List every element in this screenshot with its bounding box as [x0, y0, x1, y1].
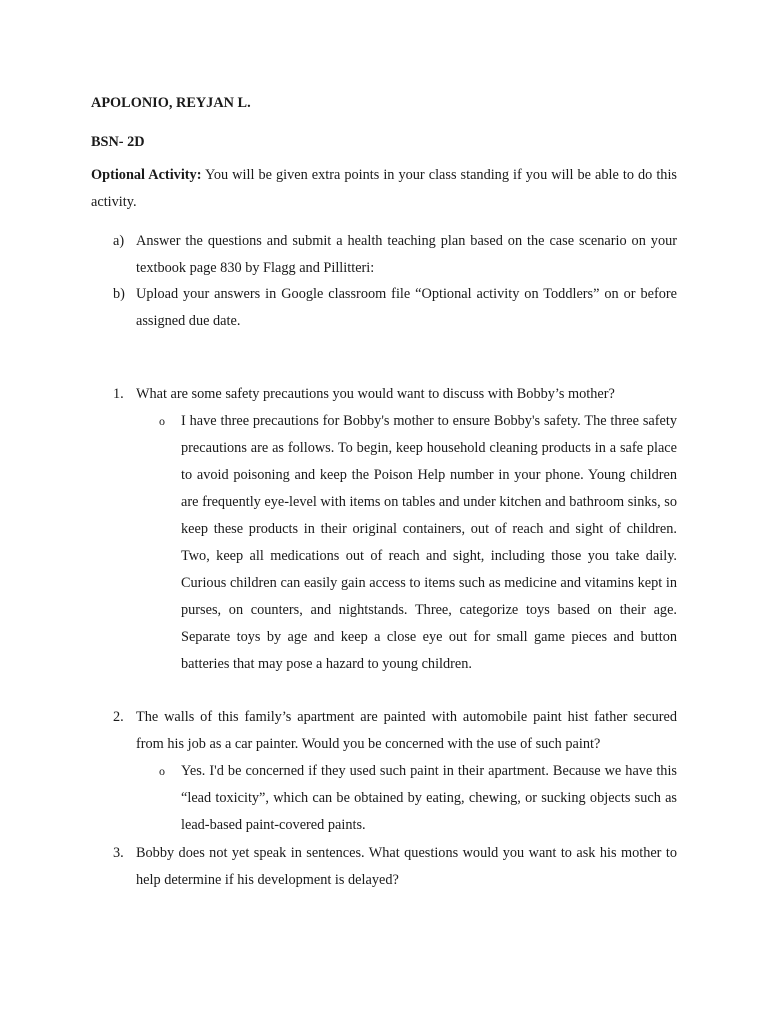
question-2: The walls of this family’s apartment are painted with automobile paint hist father secured from his job as a car painter. Would you be concerned with the use of such paint?: [136, 709, 677, 752]
answer-bullet-1: o: [159, 414, 165, 428]
instruction-a: Answer the questions and submit a health teaching plan based on the case scenario on your textbook page 830 by Flagg and Pillitteri:: [136, 233, 677, 276]
question-1: What are some safety precautions you would want to discuss with Bobby’s mother?: [136, 386, 615, 402]
instruction-b: Upload your answers in Google classroom file “Optional activity on Toddlers” on or before assigned due date.: [136, 286, 677, 329]
instruction-marker-a: a): [113, 233, 125, 249]
answer-bullet-2: o: [159, 764, 165, 778]
question-marker-2: 2.: [113, 709, 124, 725]
answer-1: I have three precautions for Bobby's mother to ensure Bobby's safety. The three safety precautions are as follows. To begin, keep household cleaning products in a safe place to avoid poisoning and keep the Poison Help number in your phone. Young children are frequently eye-level with items on tables and under kitchen and bathroom sinks, so keep these products in their original containers, out of reach and sight of children. Two, keep all medications out of reach and sight, including those you take daily. Curious children can easily gain access to items such as medicine and vitamins kept in purses, on counters, and nightstands. Three, categorize toys based on their age. Separate toys by age and keep a close eye out for small game pieces and button batteries that may pose a hazard to young children.: [181, 413, 677, 672]
instruction-marker-b: b): [113, 286, 125, 302]
question-3: Bobby does not yet speak in sentences. What questions would you want to ask his mother to help determine if his development is delayed?: [136, 845, 677, 888]
student-section: BSN- 2D: [91, 134, 145, 150]
question-marker-1: 1.: [113, 386, 124, 402]
intro-paragraph: [91, 162, 677, 216]
question-marker-3: 3.: [113, 845, 124, 861]
intro-label: Optional Activity:: [91, 167, 202, 183]
student-name: APOLONIO, REYJAN L.: [91, 95, 251, 111]
answer-2: Yes. I'd be concerned if they used such paint in their apartment. Because we have this “lead toxicity”, which can be obtained by eating, chewing, or sucking objects such as lead-based paint-covered paints.: [181, 763, 677, 833]
intro-text: You will be given extra points in your class standing if you will be able to do this activity.: [91, 167, 677, 210]
